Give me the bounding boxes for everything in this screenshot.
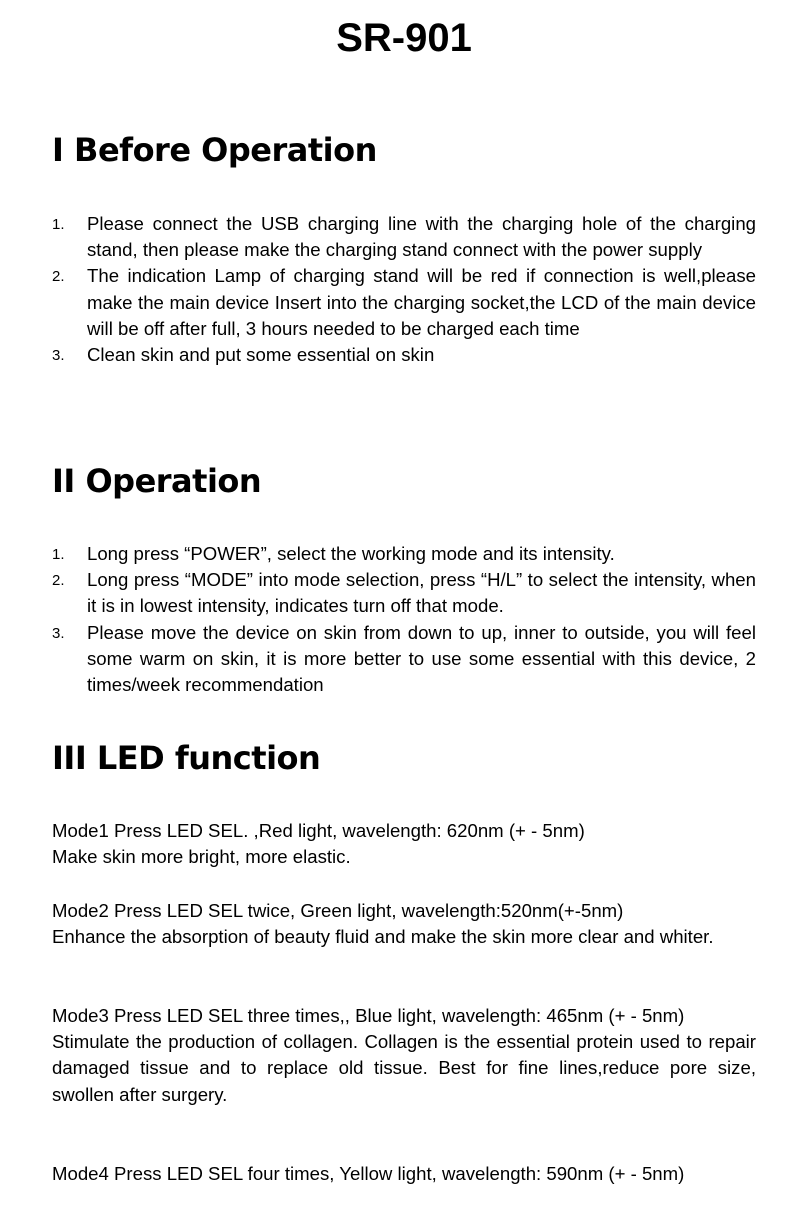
list-item-text: Long press “POWER”, select the working mode and its intensity. bbox=[87, 543, 615, 564]
led-mode-1 bbox=[52, 818, 756, 870]
list-item-text: The indication Lamp of charging stand will be red if connection is well,please make the main device Insert into the charging socket,the LCD of the main device will be off after full, 3 hours needed to be charged each time bbox=[87, 265, 756, 339]
section-heading-led-function: III LED function bbox=[52, 739, 321, 777]
list-item bbox=[52, 567, 756, 619]
led-mode-3 bbox=[52, 1003, 756, 1108]
led-mode-description: Enhance the absorption of beauty fluid and make the skin more clear and whiter. bbox=[52, 926, 714, 948]
list-item bbox=[52, 620, 756, 699]
list-item bbox=[52, 541, 756, 567]
led-mode-title: Mode4 Press LED SEL four times, Yellow light, wavelength: 590nm (+ - 5nm) bbox=[52, 1163, 685, 1184]
list-item-number: 1. bbox=[52, 216, 65, 233]
list-item-text: Long press “MODE” into mode selection, press “H/L” to select the intensity, when it is in lowest intensity, indicates turn off that mode. bbox=[87, 569, 756, 617]
led-mode-title: Mode1 Press LED SEL. ,Red light, wavelength: 620nm (+ - 5nm) bbox=[52, 820, 585, 841]
list-item-text: Please move the device on skin from down to up, inner to outside, you will feel some warm on skin, it is more better to use some essential with this device, 2 times/week recommendation bbox=[87, 621, 756, 696]
led-mode-2 bbox=[52, 898, 756, 950]
list-item bbox=[52, 211, 756, 263]
list-item-number: 2. bbox=[52, 268, 65, 286]
list-item-text: Please connect the USB charging line with the charging hole of the charging stand, then please make the charging stand connect with the power supply bbox=[87, 213, 756, 261]
list-item-number: 2. bbox=[52, 572, 65, 590]
list-item-number: 1. bbox=[52, 546, 65, 563]
list-item-number: 3. bbox=[52, 347, 65, 365]
led-mode-title: Mode2 Press LED SEL twice, Green light, wavelength:520nm(+-5nm) bbox=[52, 900, 624, 921]
led-mode-4 bbox=[52, 1161, 756, 1187]
led-mode-description: Stimulate the production of collagen. Collagen is the essential protein used to repair damaged tissue and to replace old tissue. Best for fine lines,reduce pore size, swollen after surgery. bbox=[52, 1031, 756, 1105]
list-item bbox=[52, 342, 756, 368]
section-heading-operation: II Operation bbox=[52, 462, 262, 500]
document-title: SR-901 bbox=[336, 16, 472, 60]
section-heading-before-operation: I Before Operation bbox=[52, 131, 377, 169]
led-mode-description: Make skin more bright, more elastic. bbox=[52, 846, 351, 868]
list-item-number: 3. bbox=[52, 624, 65, 642]
before-operation-list bbox=[52, 211, 756, 368]
led-mode-title: Mode3 Press LED SEL three times,, Blue light, wavelength: 465nm (+ - 5nm) bbox=[52, 1005, 685, 1026]
list-item-text: Clean skin and put some essential on skin bbox=[87, 344, 435, 366]
operation-list bbox=[52, 541, 756, 698]
list-item bbox=[52, 263, 756, 342]
